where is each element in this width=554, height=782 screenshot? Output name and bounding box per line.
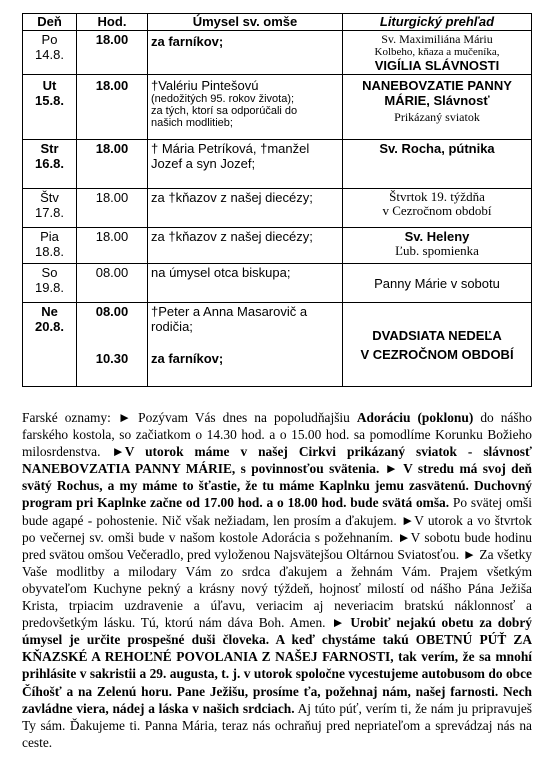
liturgy-cell (343, 189, 532, 228)
table-row (23, 228, 532, 264)
intention-text: za farníkov; (151, 34, 224, 49)
header-time: Hod. (77, 14, 148, 31)
day-cell (23, 140, 77, 189)
liturgy-line: NANEBOVZATIE PANNY (362, 78, 512, 93)
liturgy-line: Štvrtok 19. týždňa (389, 189, 485, 204)
liturgy-line: DVADSIATA NEDEĽA (372, 327, 502, 343)
parish-announcements (22, 409, 532, 751)
liturgy-cell (343, 303, 532, 387)
time-cell: 18.00 (77, 140, 148, 189)
liturgy-line: v Cezročnom období (382, 203, 492, 218)
liturgy-line: VIGÍLIA SLÁVNOSTI (374, 58, 500, 73)
day-name: So (41, 265, 58, 280)
table-row (23, 140, 532, 189)
intention-line: našich modlitieb; (151, 117, 233, 129)
liturgy-line: Ľub. spomienka (395, 243, 479, 258)
header-liturgy: Liturgický prehľad (343, 14, 532, 31)
table-row (23, 31, 532, 75)
notes-text: Farské oznamy: ► Pozývam Vás dnes na popoludňajšiu (22, 410, 357, 425)
table-row (23, 75, 532, 140)
liturgy-cell (343, 75, 532, 140)
liturgy-line: Kolbeho, kňaza a mučeníka, (374, 46, 500, 58)
liturgy-line: Sv. Heleny (404, 229, 470, 244)
day-cell (23, 228, 77, 264)
notes-text: do nášho farského kostola, so začiatkom o 14.30 hod. a o 15.00 hod. sa pomodlíme Korunku Božieho milosrdenstva. (22, 410, 532, 460)
time-cell: 18.00 (77, 189, 148, 228)
time-cell: 18.00 (77, 31, 148, 75)
intention-cell (148, 31, 343, 75)
table-row (23, 189, 532, 228)
table-header-row (23, 14, 532, 31)
day-name: Pia (40, 229, 59, 244)
intention-line: †Peter a Anna Masarovič a rodičia; (151, 304, 308, 334)
day-cell (23, 264, 77, 303)
table-row (23, 303, 532, 387)
day-date: 18.8. (35, 244, 64, 259)
day-date: 14.8. (35, 47, 64, 62)
day-date: 15.8. (35, 93, 64, 108)
intention-cell: na úmysel otca biskupa; (148, 264, 343, 303)
day-cell (23, 75, 77, 140)
notes-text: Po svätej omši bude agapé - pohostenie. Nič však nežiadam, len prosím a ďakujem. ►V utorok a vo štvrtok po večernej sv. omši bude v našom kostole Adorácia s požehnaním. ►V sobotu bude hodinu pred svätou omšou Večeradlo, pred vyloženou Najsvätejšou Oltárnou Sviatosťou. ► Za všetky Vaše modlitby a milodary Vám zo srdca ďakujem a žehnám Vám. Prajem všetkým obyvateľom Kuchyne pekný a krásny nový týždeň, hojnosť milostí od nášho Pána Ježiša Krista, trpiacim uzdravenie a úľavu, veriacim aj neveriacim bratskú náklonnosť a predovšetkým lásku. Tú, ktorú nám dáva Boh. Amen. (22, 495, 532, 631)
intention-cell: † Mária Petríková, †manžel Jozef a syn Jozef; (148, 140, 343, 189)
liturgy-cell: Panny Márie v sobotu (343, 264, 532, 303)
notes-text: Adoráciu (poklonu) (356, 410, 474, 425)
day-name: Štv (40, 190, 59, 205)
liturgy-cell (343, 228, 532, 264)
time-cell: 08.00 (77, 264, 148, 303)
liturgy-cell (343, 31, 532, 75)
liturgy-line: V CEZROČNOM OBDOBÍ (360, 346, 514, 362)
liturgy-cell: Sv. Rocha, pútnika (343, 140, 532, 189)
time-cell (77, 303, 148, 387)
day-name: Str (40, 141, 59, 156)
notes-text: Aj túto púť, verím ti, že nám ju pripravuješ Ty sám. Ďakujeme ti. Panna Mária, teraz nás ochraňuj pred nepriateľom a sprevádzaj nás na ceste. (22, 700, 532, 750)
time-text: 18.00 (95, 78, 129, 93)
liturgy-line: MÁRIE, Slávnosť (384, 93, 490, 108)
day-date: 20.8. (35, 319, 64, 334)
intention-cell: za †kňazov z našej diecézy; (148, 189, 343, 228)
intention-line: †Valériu Pintešovú (151, 78, 259, 93)
header-intention: Úmysel sv. omše (148, 14, 343, 31)
intention-line: za tých, ktorí sa odporúčali do (151, 105, 298, 117)
liturgy-line: Prikázaný sviatok (394, 110, 480, 124)
intention-line: (nedožitých 95. rokov života); (151, 93, 295, 105)
intention-line: za farníkov; (151, 351, 224, 366)
intention-cell (148, 75, 343, 140)
day-cell (23, 31, 77, 75)
mass-schedule-table (22, 13, 532, 387)
notes-text: ►V utorok máme v našej Cirkvi prikázaný sviatok - slávnosť NANEBOVZATIA PANNY MÁRIE, s povinnosťou svätenia. ► V stredu má svoj deň svätý Rochus, a my máme to šťastie, že tu máme Kaplnku jemu zasvätenú. Duchovný program pri Kaplnke začne od 17.00 hod. a o 18.00 hod. bude svätá omša. (22, 444, 532, 511)
day-cell (23, 189, 77, 228)
day-date: 16.8. (35, 156, 64, 171)
notes-text: ► Urobiť nejakú obetu za dobrý úmysel je určite prospešné duši človeka. A keď chystáme takú OBETNÚ PÚŤ ZA KŇAZSKÉ A REHOĽNÉ POVOLANIA Z NAŠEJ FARNOSTI, tak verím, že sa mnohí prihlásite v sakristii a 29. augusta, t. j. v utorok spoločne vycestujeme autobusom do obce Číhošť a na Zelenú horu. Pane Ježišu, prosíme ťa, požehnaj nám, našej farnosti. Nech zavládne viera, nádej a láska v našich srdciach. (22, 615, 532, 716)
time-cell (77, 75, 148, 140)
day-date: 19.8. (35, 280, 64, 295)
time-text: 10.30 (95, 351, 129, 366)
day-name: Ne (41, 304, 58, 319)
intention-cell (148, 303, 343, 387)
liturgy-line: Sv. Maximiliána Máriu (381, 32, 493, 46)
day-date: 17.8. (35, 205, 64, 220)
day-cell (23, 303, 77, 387)
table-row (23, 264, 532, 303)
header-day: Deň (23, 14, 77, 31)
intention-cell: za †kňazov z našej diecézy; (148, 228, 343, 264)
time-cell: 18.00 (77, 228, 148, 264)
day-name: Ut (42, 78, 57, 93)
time-text: 08.00 (95, 304, 129, 319)
day-name: Po (41, 32, 58, 47)
